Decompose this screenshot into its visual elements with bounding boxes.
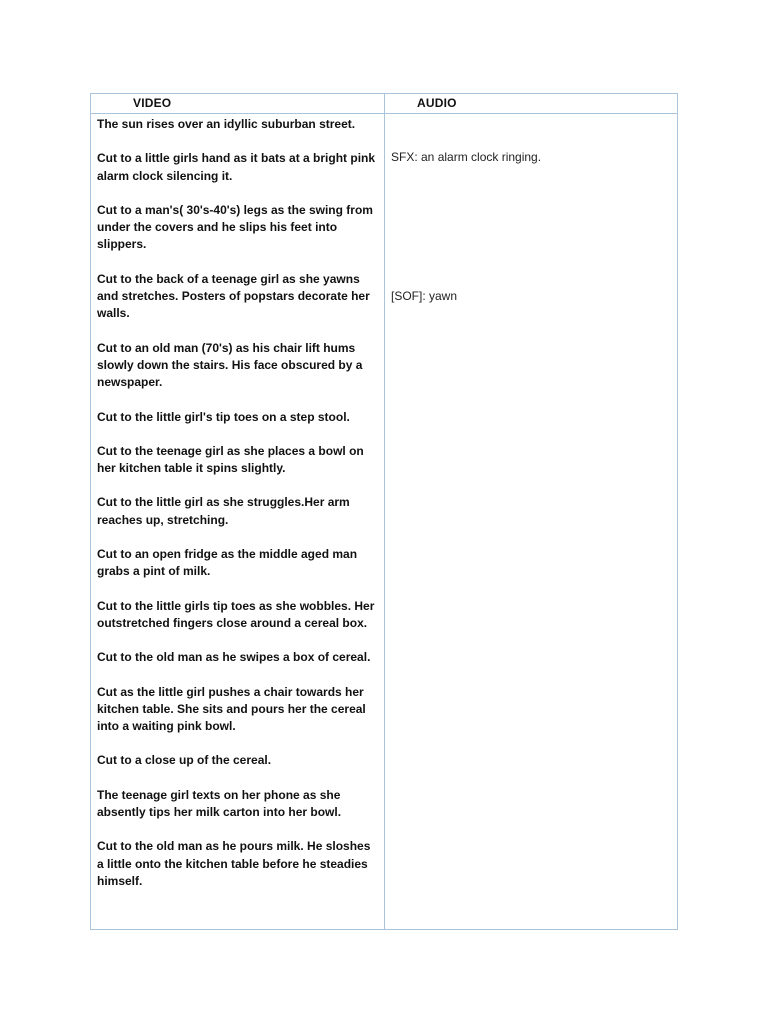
video-column bbox=[97, 116, 379, 907]
table-header-row bbox=[91, 94, 677, 114]
video-paragraph: Cut to the old man as he swipes a box of cereal. bbox=[97, 650, 371, 665]
audio-cue-alarm: SFX: an alarm clock ringing. bbox=[391, 150, 542, 164]
video-paragraph: Cut to the little girl's tip toes on a step stool. bbox=[97, 409, 350, 424]
video-paragraph: Cut to an old man (70's) as his chair lift hums slowly down the stairs. His face obscured by a newspaper. bbox=[97, 340, 363, 390]
video-paragraph: Cut to an open fridge as the middle aged man grabs a pint of milk. bbox=[97, 547, 358, 579]
video-paragraph: Cut to a little girls hand as it bats at a bright pink alarm clock silencing it. bbox=[97, 151, 376, 183]
video-paragraph: Cut to a man's( 30's-40's) legs as the swing from under the covers and he slips his feet into slippers. bbox=[97, 202, 373, 252]
video-column-header: VIDEO bbox=[133, 96, 172, 110]
video-paragraph: Cut to the old man as he pours milk. He sloshes a little onto the kitchen table before he steadies himself. bbox=[97, 839, 371, 888]
video-paragraph: Cut to the back of a teenage girl as she yawns and stretches. Posters of popstars decorate her walls. bbox=[97, 271, 370, 321]
audio-cue-yawn: [SOF]: yawn bbox=[391, 289, 458, 303]
video-paragraph: Cut to the teenage girl as she places a bowl on her kitchen table it spins slightly. bbox=[97, 443, 364, 476]
video-paragraph: Cut to a close up of the cereal. bbox=[97, 753, 272, 768]
column-divider bbox=[384, 94, 385, 929]
video-paragraph: The teenage girl texts on her phone as she absently tips her milk carton into her bowl. bbox=[97, 787, 342, 820]
script-table bbox=[90, 93, 678, 930]
video-paragraph: Cut as the little girl pushes a chair towards her kitchen table. She sits and pours her the cereal into a waiting pink bowl. bbox=[97, 684, 366, 734]
audio-column-header: AUDIO bbox=[417, 96, 457, 110]
video-paragraph: The sun rises over an idyllic suburban street. bbox=[97, 117, 356, 131]
video-paragraph: Cut to the little girls tip toes as she wobbles. Her outstretched fingers close around a cereal box. bbox=[97, 598, 375, 630]
video-paragraph: Cut to the little girl as she struggles.Her arm reaches up, stretching. bbox=[97, 495, 350, 527]
